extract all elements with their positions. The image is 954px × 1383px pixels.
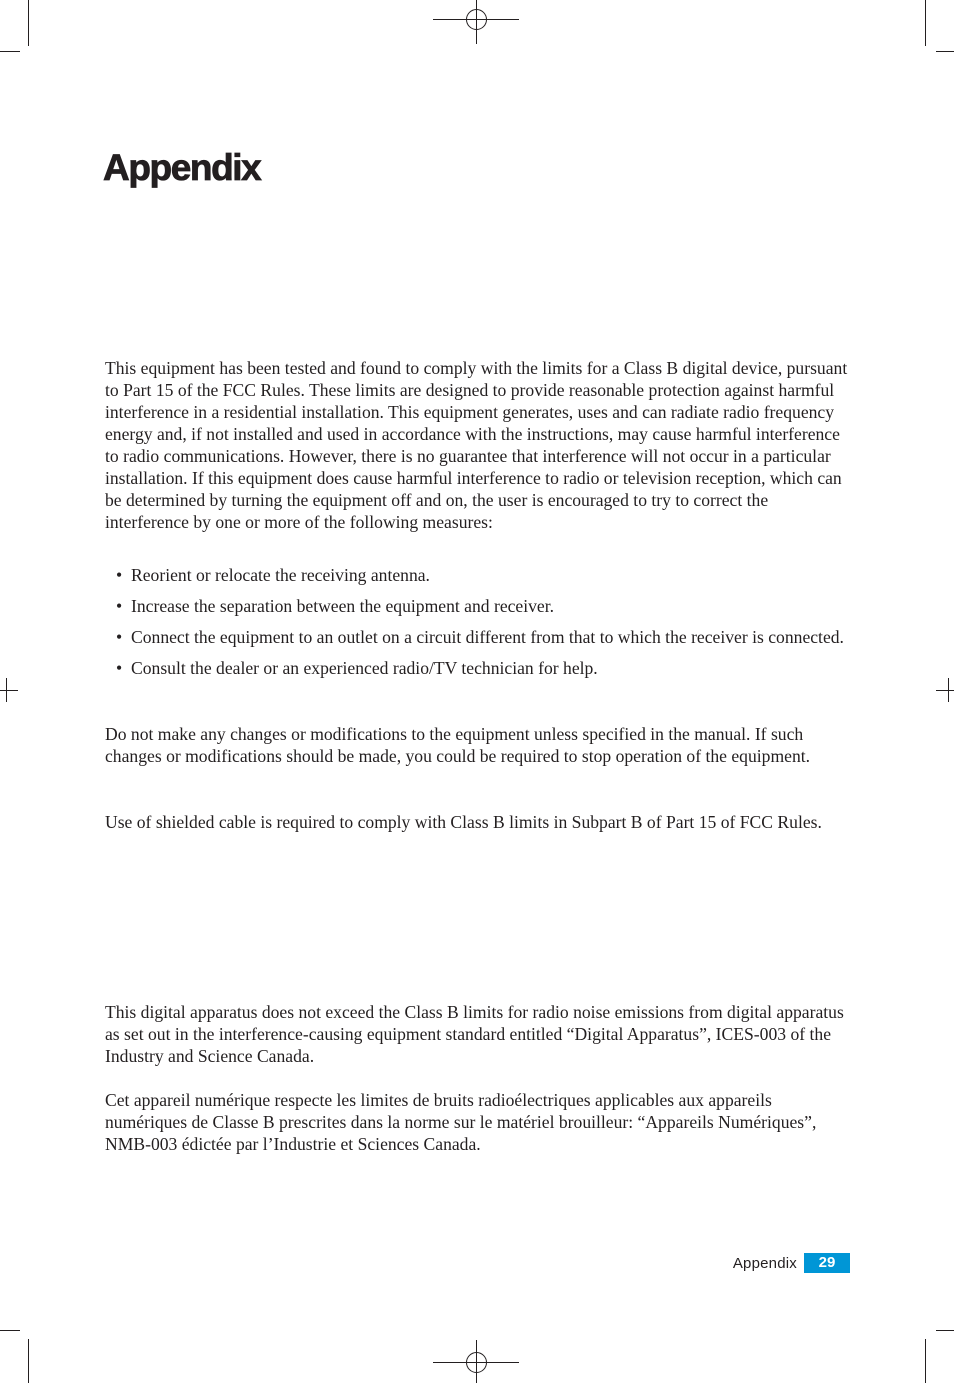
registration-mark-bottom-circle	[466, 1352, 487, 1373]
list-item	[105, 657, 850, 679]
page-number-badge: 29	[804, 1253, 850, 1273]
modifications-notice: Do not make any changes or modifications to the equipment unless specified in the manual. If such changes or modifications should be made, you could be required to stop operation of the equipment.	[105, 724, 811, 766]
registration-mark-left-horizontal	[0, 690, 18, 691]
crop-mark-top-left-horizontal	[0, 51, 20, 52]
fcc-compliance-statement: This equipment has been tested and found to comply with the limits for a Class B digital device, pursuant to Part 15 of the FCC Rules. These limits are designed to provide reasonable protection against harmful interference in a residential installation. This equipment generates, uses and can radiate radio frequency energy and, if not installed and used in accordance with the instructions, may cause harmful interference to radio communications. However, there is no guarantee that interference will not occur in a particular installation. If this equipment does cause harmful interference to radio or television reception, which can be determined by turning the equipment off and on, the user is encouraged to try to correct the interference by one or more of the following measures:	[105, 358, 848, 532]
crop-mark-top-right-horizontal	[936, 51, 954, 52]
registration-mark-top-circle	[466, 9, 487, 30]
bullet-icon: •	[116, 596, 123, 616]
crop-mark-bottom-left-vertical	[28, 1339, 29, 1383]
interference-measures-list	[105, 564, 850, 688]
bullet-icon: •	[116, 565, 123, 585]
canada-compliance-french: Cet appareil numérique respecte les limites de bruits radioélectriques applicables aux appareils numériques de Classe B prescrites dans la norme sur le matériel brouilleur: “Appareils Numériques”, NMB-003 édictée par l’Industrie et Sciences Canada.	[105, 1090, 817, 1154]
canada-compliance-english: This digital apparatus does not exceed the Class B limits for radio noise emissions from digital apparatus as set out in the interference-causing equipment standard entitled “Digital Apparatus”, ICES-003 of the Industry and Science Canada.	[105, 1002, 844, 1066]
footer-section-label: Appendix	[732, 1254, 797, 1272]
bullet-icon: •	[116, 627, 123, 647]
measure-text: Reorient or relocate the receiving antenna.	[131, 565, 430, 585]
list-item	[105, 626, 850, 648]
list-item	[105, 595, 850, 617]
bullet-icon: •	[116, 658, 123, 678]
list-item	[105, 564, 850, 586]
page-title: Appendix	[103, 147, 261, 188]
registration-mark-left-vertical	[6, 678, 7, 702]
registration-mark-right-vertical	[948, 678, 949, 702]
shielded-cable-notice: Use of shielded cable is required to comply with Class B limits in Subpart B of Part 15 of FCC Rules.	[105, 812, 822, 832]
crop-mark-bottom-left-horizontal	[0, 1330, 20, 1331]
crop-mark-top-left-vertical	[28, 0, 29, 46]
measure-text: Connect the equipment to an outlet on a circuit different from that to which the receiver is connected.	[131, 627, 844, 647]
measure-text: Consult the dealer or an experienced radio/TV technician for help.	[131, 658, 598, 678]
crop-mark-top-right-vertical	[925, 0, 926, 46]
registration-mark-right-horizontal	[936, 690, 954, 691]
measure-text: Increase the separation between the equipment and receiver.	[131, 596, 555, 616]
crop-mark-bottom-right-horizontal	[936, 1330, 954, 1331]
crop-mark-bottom-right-vertical	[925, 1339, 926, 1383]
page-footer	[733, 1253, 850, 1273]
